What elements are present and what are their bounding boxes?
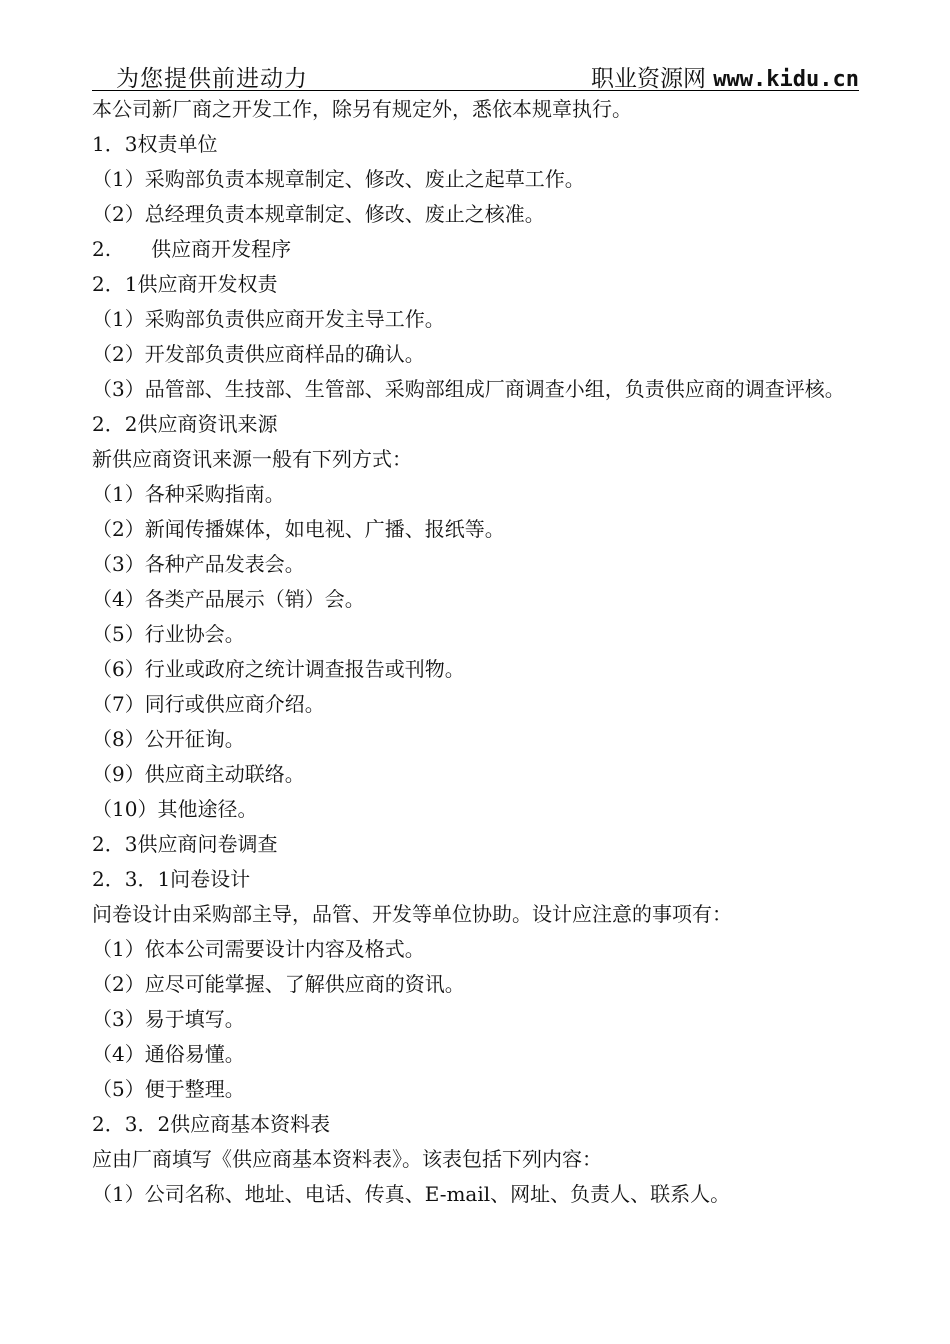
list-item: （4）通俗易懂。 xyxy=(92,1042,245,1066)
list-item: （1）采购部负责供应商开发主导工作。 xyxy=(92,307,445,331)
list-item: （2）开发部负责供应商样品的确认。 xyxy=(92,342,425,366)
section-heading: 2．1供应商开发权责 xyxy=(92,272,278,296)
list-item: （10）其他途径。 xyxy=(92,797,258,821)
header-site-name: 职业资源网 xyxy=(590,66,714,92)
list-item: （2）新闻传播媒体，如电视、广播、报纸等。 xyxy=(92,517,505,541)
list-item: （1）采购部负责本规章制定、修改、废止之起草工作。 xyxy=(92,167,585,191)
paragraph-line: 本公司新厂商之开发工作，除另有规定外，悉依本规章执行。 xyxy=(92,97,632,121)
list-item: （5）便于整理。 xyxy=(92,1077,245,1101)
list-item: （1）各种采购指南。 xyxy=(92,482,285,506)
paragraph-line: 问卷设计由采购部主导，品管、开发等单位协助。设计应注意的事项有： xyxy=(92,902,732,926)
header-slogan: 为您提供前进动力 xyxy=(116,66,308,92)
list-item: （8）公开征询。 xyxy=(92,727,245,751)
section-heading: 2．3．1问卷设计 xyxy=(92,867,251,891)
list-item: （9）供应商主动联络。 xyxy=(92,762,305,786)
header-site xyxy=(591,60,859,93)
document-body xyxy=(92,92,862,1212)
header-site-url[interactable]: www.kidu.cn xyxy=(713,67,859,92)
list-item: （2）应尽可能掌握、了解供应商的资讯。 xyxy=(92,972,465,996)
list-item: （3）易于填写。 xyxy=(92,1007,245,1031)
page-header xyxy=(92,58,859,91)
list-item: （4）各类产品展示（销）会。 xyxy=(92,587,365,611)
section-heading: 2. 供应商开发程序 xyxy=(92,237,292,261)
list-item: （6）行业或政府之统计调查报告或刊物。 xyxy=(92,657,465,681)
list-item: （3）各种产品发表会。 xyxy=(92,552,305,576)
list-item: （5）行业协会。 xyxy=(92,622,245,646)
list-item: （2）总经理负责本规章制定、修改、废止之核准。 xyxy=(92,202,545,226)
paragraph-line: 应由厂商填写《供应商基本资料表》。该表包括下列内容： xyxy=(92,1147,602,1171)
section-heading: 2．2供应商资讯来源 xyxy=(92,412,278,436)
paragraph-line: 新供应商资讯来源一般有下列方式： xyxy=(92,447,412,471)
section-heading: 2．3供应商问卷调查 xyxy=(92,832,278,856)
list-item: （1）依本公司需要设计内容及格式。 xyxy=(92,937,425,961)
section-heading: 1．3权责单位 xyxy=(92,132,218,156)
section-heading: 2．3．2供应商基本资料表 xyxy=(92,1112,331,1136)
list-item: （7）同行或供应商介绍。 xyxy=(92,692,325,716)
list-item: （1）公司名称、地址、电话、传真、E-mail、网址、负责人、联系人。 xyxy=(92,1182,731,1206)
list-item: （3）品管部、生技部、生管部、采购部组成厂商调查小组，负责供应商的调查评核。 xyxy=(92,377,845,401)
